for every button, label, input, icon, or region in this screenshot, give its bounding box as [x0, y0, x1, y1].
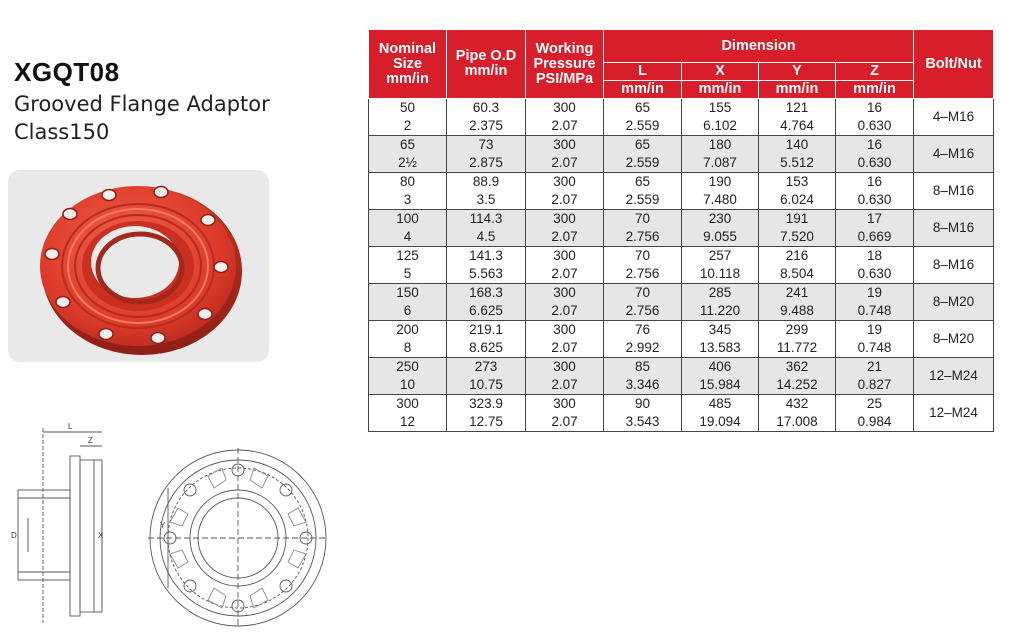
header-l: L: [604, 63, 682, 81]
cell-nominal-size: [369, 136, 447, 173]
header-working-pressure: Working Pressure PSI/MPa: [526, 30, 604, 99]
cell-value: 10.75: [469, 377, 503, 392]
cell-value: 2.875: [469, 155, 503, 170]
cell-pipe-od: [447, 173, 526, 210]
cell-dim-z: [836, 136, 914, 173]
table-row: [369, 99, 994, 136]
cell-value: 3.346: [625, 377, 660, 392]
cell-bolt-nut: 8–M16: [914, 173, 994, 210]
cell-nominal-size: [369, 99, 447, 136]
cell-value: 300: [553, 100, 576, 115]
cell-bolt-nut: 12–M24: [914, 358, 994, 395]
cell-value: 19.094: [699, 414, 741, 429]
cell-value: 65: [399, 137, 416, 152]
cell-nominal-size: [369, 173, 447, 210]
cell-value: 10: [399, 377, 416, 392]
product-model: XGQT08: [14, 57, 120, 87]
cell-value: 5.563: [469, 266, 503, 281]
cell-dim-l: [604, 173, 682, 210]
cell-value: 191: [785, 211, 809, 226]
cell-value: 16: [866, 137, 883, 152]
cell-value: 114.3: [469, 211, 503, 226]
cell-value: 0.630: [857, 266, 892, 281]
cell-value: 2.07: [551, 118, 578, 133]
cell-value: 190: [708, 174, 732, 189]
cell-dim-l: [604, 395, 682, 432]
cell-value: 60.3: [472, 100, 500, 115]
cell-pipe-od: [447, 395, 526, 432]
cell-dim-z: [836, 247, 914, 284]
cell-value: 168.3: [469, 285, 503, 300]
cell-value: 5.512: [780, 155, 814, 170]
cell-pipe-od: [447, 321, 526, 358]
cell-value: 273: [474, 359, 498, 374]
cell-value: 0.748: [857, 303, 892, 318]
cell-value: 2.375: [469, 118, 503, 133]
cell-value: 17: [866, 211, 883, 226]
cell-value: 150: [396, 285, 419, 300]
cell-pipe-od: [447, 247, 526, 284]
cell-value: 0.630: [857, 118, 892, 133]
cell-value: 2.07: [551, 266, 578, 281]
cell-bolt-nut: 8–M20: [914, 284, 994, 321]
cell-value: 11.220: [699, 303, 741, 318]
cell-nominal-size: [369, 284, 447, 321]
cell-value: 0.748: [857, 340, 892, 355]
cell-value: 257: [708, 248, 732, 263]
cell-value: 70: [634, 285, 651, 300]
cell-value: 121: [785, 100, 809, 115]
cell-dim-y: [759, 358, 836, 395]
cell-nominal-size: [369, 247, 447, 284]
header-z: Z: [836, 63, 914, 81]
cell-value: 18: [866, 248, 883, 263]
cell-pipe-od: [447, 136, 526, 173]
cell-value: 2.559: [625, 192, 660, 207]
cell-value: 7.480: [703, 192, 737, 207]
cell-value: 2.756: [625, 229, 660, 244]
product-name: Grooved Flange Adaptor: [14, 92, 270, 116]
cell-value: 0.630: [857, 192, 892, 207]
cell-value: 0.630: [857, 155, 892, 170]
cell-dim-z: [836, 321, 914, 358]
cell-pressure: [526, 173, 604, 210]
cell-dim-y: [759, 99, 836, 136]
cell-value: 19: [866, 285, 883, 300]
cell-value: 2.07: [551, 303, 578, 318]
cell-pressure: [526, 210, 604, 247]
cell-dim-y: [759, 284, 836, 321]
cell-value: 155: [708, 100, 732, 115]
cell-value: 16: [866, 100, 883, 115]
cell-value: 0.984: [857, 414, 892, 429]
cell-value: 153: [785, 174, 809, 189]
cell-value: 4.5: [476, 229, 496, 244]
cell-dim-z: [836, 173, 914, 210]
cell-value: 7.087: [703, 155, 737, 170]
cell-value: 230: [708, 211, 732, 226]
cell-value: 432: [785, 396, 809, 411]
cell-value: 25: [866, 396, 883, 411]
cell-dim-y: [759, 247, 836, 284]
cell-dim-x: [682, 395, 759, 432]
cell-value: 6: [403, 303, 412, 318]
cell-value: 125: [396, 248, 419, 263]
cell-value: 15.984: [699, 377, 741, 392]
header-x: X: [682, 63, 759, 81]
cell-bolt-nut: 8–M20: [914, 321, 994, 358]
cell-value: 9.055: [703, 229, 737, 244]
cell-value: 300: [553, 137, 576, 152]
cell-value: 300: [553, 211, 576, 226]
header-dimension: Dimension: [604, 30, 914, 63]
cell-nominal-size: [369, 358, 447, 395]
header-bolt-nut: Bolt/Nut: [914, 30, 994, 99]
cell-value: 0.669: [857, 229, 892, 244]
cell-value: 2.07: [551, 414, 578, 429]
header-y: Y: [759, 63, 836, 81]
cell-dim-z: [836, 210, 914, 247]
cell-value: 11.772: [776, 340, 818, 355]
cell-pipe-od: [447, 358, 526, 395]
cell-dim-l: [604, 210, 682, 247]
cell-dim-z: [836, 99, 914, 136]
cell-pipe-od: [447, 210, 526, 247]
cell-value: 141.3: [469, 248, 503, 263]
cell-dim-z: [836, 395, 914, 432]
cell-value: 21: [866, 359, 883, 374]
header-unit-l: mm/in: [604, 81, 682, 99]
cell-value: 4.764: [780, 118, 814, 133]
dim-label-z: Z: [88, 436, 93, 445]
cell-value: 6.102: [703, 118, 737, 133]
cell-value: 12.75: [469, 414, 503, 429]
cell-value: 2.756: [625, 303, 660, 318]
cell-value: 4: [403, 229, 412, 244]
cell-value: 6.625: [469, 303, 503, 318]
cell-value: 8.625: [469, 340, 503, 355]
cell-value: 140: [785, 137, 809, 152]
table-row: [369, 173, 994, 210]
cell-dim-l: [604, 321, 682, 358]
cell-dim-z: [836, 284, 914, 321]
cell-value: 180: [708, 137, 732, 152]
cell-dim-l: [604, 247, 682, 284]
cell-value: 2.559: [625, 118, 660, 133]
cell-bolt-nut: 4–M16: [914, 136, 994, 173]
cell-value: 70: [634, 248, 651, 263]
cell-value: 9.488: [780, 303, 814, 318]
cell-nominal-size: [369, 395, 447, 432]
cell-value: 406: [708, 359, 732, 374]
cell-dim-x: [682, 173, 759, 210]
cell-pressure: [526, 321, 604, 358]
cell-pressure: [526, 136, 604, 173]
cell-value: 3.5: [476, 192, 496, 207]
cell-value: 299: [785, 322, 809, 337]
cell-value: 14.252: [776, 377, 818, 392]
cell-dim-x: [682, 136, 759, 173]
header-pipe-od: Pipe O.D mm/in: [447, 30, 526, 99]
cell-value: 19: [866, 322, 883, 337]
cell-value: 13.583: [699, 340, 741, 355]
cell-pressure: [526, 284, 604, 321]
cell-value: 2.07: [551, 192, 578, 207]
cell-dim-x: [682, 99, 759, 136]
cell-value: 5: [403, 266, 412, 281]
cell-value: 2.07: [551, 155, 578, 170]
cell-value: 2.07: [551, 377, 578, 392]
cell-value: 485: [708, 396, 732, 411]
cell-value: 70: [634, 211, 651, 226]
cell-bolt-nut: 12–M24: [914, 395, 994, 432]
dim-label-d: D: [11, 531, 17, 540]
header-unit-z: mm/in: [836, 81, 914, 99]
cell-value: 8.504: [780, 266, 814, 281]
table-row: [369, 210, 994, 247]
cell-value: 6.024: [780, 192, 814, 207]
cell-value: 88.9: [472, 174, 500, 189]
cell-bolt-nut: 8–M16: [914, 210, 994, 247]
cell-pipe-od: [447, 99, 526, 136]
cell-value: 65: [634, 100, 651, 115]
table-row: [369, 247, 994, 284]
cell-value: 216: [785, 248, 809, 263]
cell-value: 73: [478, 137, 494, 152]
cell-dim-y: [759, 321, 836, 358]
product-class: Class150: [14, 120, 110, 144]
cell-dim-x: [682, 284, 759, 321]
cell-dim-x: [682, 321, 759, 358]
cell-value: 50: [399, 100, 416, 115]
cell-value: 241: [785, 285, 809, 300]
cell-value: 300: [553, 248, 576, 263]
cell-value: 300: [396, 396, 419, 411]
cell-value: 0.827: [857, 377, 892, 392]
dim-label-y: Y: [160, 521, 166, 530]
cell-value: 2.992: [625, 340, 660, 355]
cell-value: 362: [785, 359, 809, 374]
cell-dim-l: [604, 358, 682, 395]
cell-dim-y: [759, 173, 836, 210]
cell-dim-l: [604, 284, 682, 321]
cell-value: 219.1: [469, 322, 503, 337]
cell-value: 8: [403, 340, 412, 355]
cell-dim-z: [836, 358, 914, 395]
cell-value: 250: [396, 359, 419, 374]
flange-line-drawing: [8, 418, 338, 628]
table-row: [369, 321, 994, 358]
cell-value: 65: [634, 137, 651, 152]
cell-pressure: [526, 395, 604, 432]
table-row: [369, 395, 994, 432]
table-row: [369, 136, 994, 173]
cell-value: 10.118: [699, 266, 741, 281]
cell-value: 200: [396, 322, 419, 337]
cell-value: 2.756: [625, 266, 660, 281]
table-row: [369, 284, 994, 321]
cell-value: 80: [399, 174, 416, 189]
cell-dim-x: [682, 210, 759, 247]
cell-nominal-size: [369, 321, 447, 358]
cell-value: 100: [396, 211, 419, 226]
cell-value: 285: [708, 285, 732, 300]
cell-value: 345: [708, 322, 732, 337]
cell-value: 65: [634, 174, 651, 189]
header-nominal-size: Nominal Size mm/in: [369, 30, 447, 99]
header-unit-y: mm/in: [759, 81, 836, 99]
cell-dim-y: [759, 395, 836, 432]
flange-photo-illustration: [8, 170, 269, 362]
cell-pressure: [526, 247, 604, 284]
cell-value: 300: [553, 285, 576, 300]
cell-value: 7.520: [780, 229, 814, 244]
spec-table: [368, 29, 994, 432]
cell-dim-x: [682, 247, 759, 284]
cell-value: 300: [553, 174, 576, 189]
cell-bolt-nut: 8–M16: [914, 247, 994, 284]
cell-bolt-nut: 4–M16: [914, 99, 994, 136]
dim-label-x: X: [98, 531, 104, 540]
cell-value: 2: [403, 118, 412, 133]
cell-dim-l: [604, 99, 682, 136]
cell-value: 2.559: [625, 155, 660, 170]
cell-value: 3.543: [625, 414, 660, 429]
cell-dim-y: [759, 210, 836, 247]
cell-value: 2½: [398, 155, 417, 170]
spec-table-body: [369, 99, 994, 432]
cell-value: 3: [403, 192, 412, 207]
cell-value: 17.008: [776, 414, 818, 429]
cell-dim-l: [604, 136, 682, 173]
cell-value: 300: [553, 322, 576, 337]
cell-value: 90: [634, 396, 651, 411]
cell-value: 323.9: [469, 396, 503, 411]
cell-dim-x: [682, 358, 759, 395]
dim-label-l: L: [68, 422, 73, 431]
cell-nominal-size: [369, 210, 447, 247]
cell-value: 85: [634, 359, 651, 374]
table-row: [369, 358, 994, 395]
cell-value: 2.07: [551, 229, 578, 244]
cell-value: 2.07: [551, 340, 578, 355]
cell-pipe-od: [447, 284, 526, 321]
technical-drawing: [8, 418, 338, 628]
cell-value: 76: [634, 322, 651, 337]
product-subtitle: [14, 90, 270, 146]
cell-value: 16: [866, 174, 883, 189]
header-unit-x: mm/in: [682, 81, 759, 99]
product-photo: [8, 170, 269, 362]
cell-value: 300: [553, 359, 576, 374]
cell-value: 12: [399, 414, 416, 429]
cell-pressure: [526, 358, 604, 395]
cell-dim-y: [759, 136, 836, 173]
cell-pressure: [526, 99, 604, 136]
cell-value: 300: [553, 396, 576, 411]
